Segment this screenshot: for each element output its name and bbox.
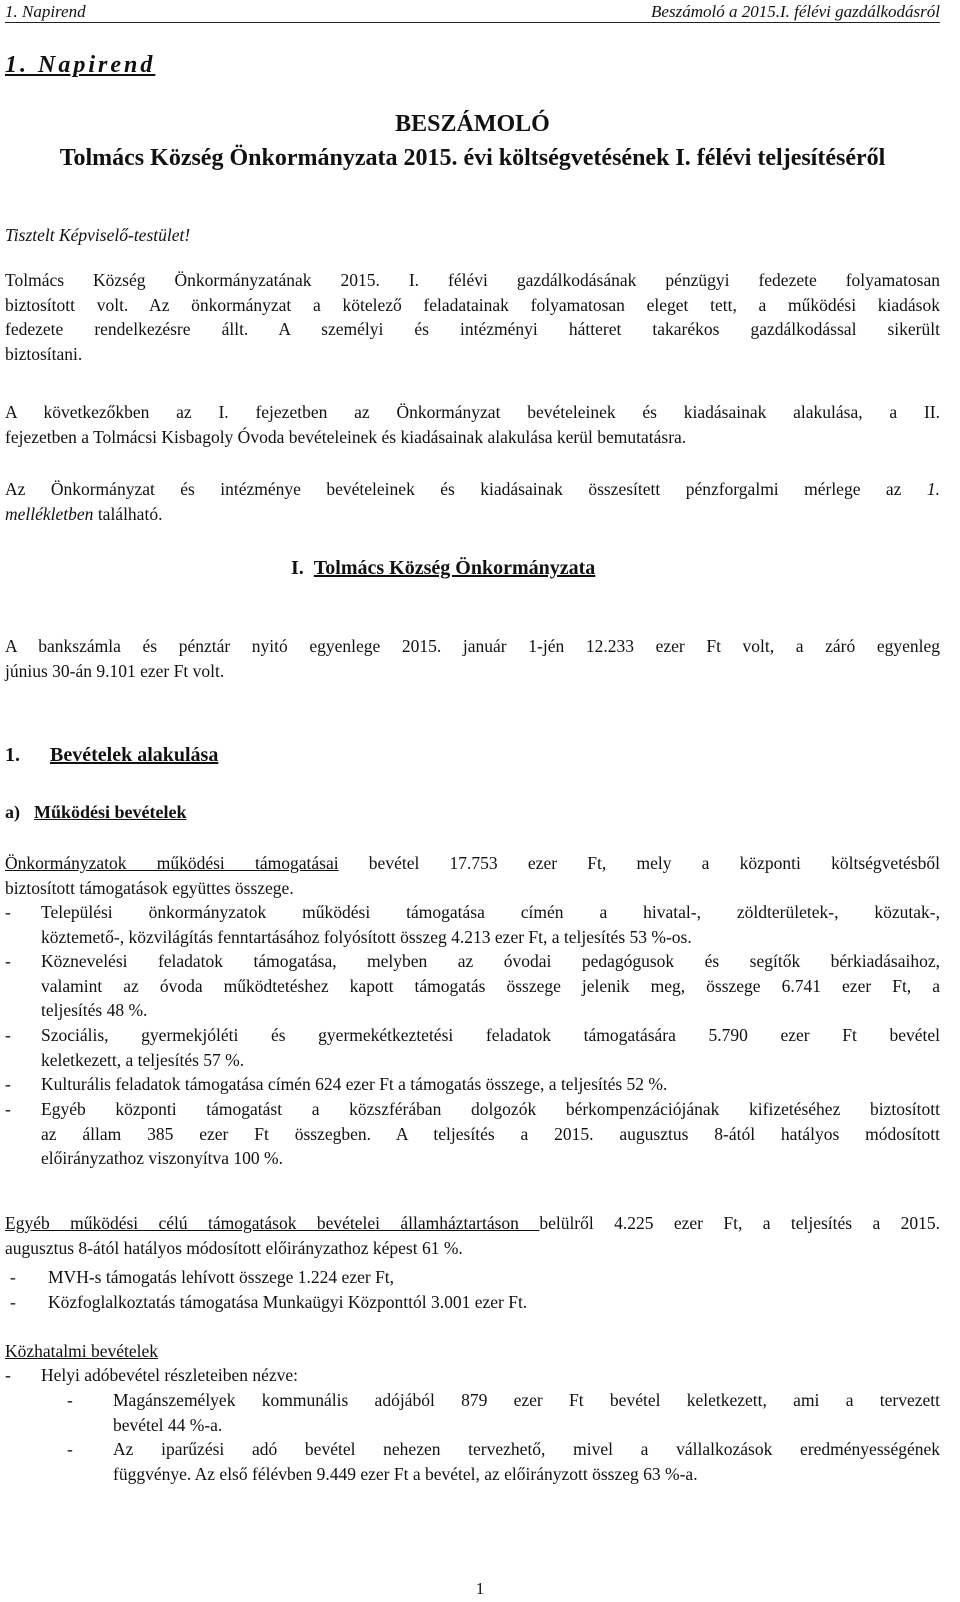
list-item: [5, 1097, 940, 1171]
text-line: MVH-s támogatás lehívott összege 1.224 ezer Ft,: [48, 1267, 395, 1287]
text-line: Szociális, gyermekjóléti és gyermekétkeztetési feladatok támogatására 5.790 ezer Ft bevétel: [41, 1025, 940, 1045]
bullet-dash: -: [5, 1025, 11, 1045]
text-line: [5, 634, 940, 659]
text-line: A következőkben az I. fejezetben az Önkormányzat bevételeinek és kiadásainak alakulása, a II.: [5, 402, 940, 422]
text-line: fejezetben a Tolmácsi Kisbagoly Óvoda bevételeinek és kiadásainak alakulása kerül bemutatásra.: [5, 426, 687, 447]
text-span: Az Önkormányzat és intézménye bevételeinek és kiadásainak összesített pénzforgalmi mérlege az: [5, 479, 902, 499]
text-line: [5, 502, 940, 527]
sub-list-item: [5, 1388, 940, 1437]
text-line: függvénye. Az első félévben 9.449 ezer Ft a bevétel, az előirányzott összeg 63 %-a.: [113, 1463, 698, 1484]
text-line: valamint az óvoda működtetéshez kapott támogatás összege jelenik meg, összege 6.741 ezer Ft, a: [41, 975, 940, 996]
text-line: Egyéb központi támogatást a közszférában dolgozók bérkompenzációjának kifizetéséhez biztosított: [41, 1099, 940, 1119]
text-line: bevétel 44 %-a.: [113, 1414, 223, 1435]
text-span: ezer Ft volt, a záró egyenleg: [655, 636, 941, 656]
bullet-dash: -: [5, 902, 11, 922]
document-subtitle: Tolmács Község Önkormányzata 2015. évi költségvetésének I. félévi teljesítéséről: [59, 145, 886, 171]
public-revenue-heading: Közhatalmi bevételek: [5, 1341, 159, 1361]
text-line: [5, 1211, 940, 1236]
text-line: június 30-án 9.101 ezer Ft volt.: [5, 660, 225, 681]
list-item: [5, 1363, 940, 1388]
italic-ref: mellékletben: [5, 503, 94, 524]
section-number: 1.: [5, 744, 20, 766]
intro-paragraph-3: [5, 477, 940, 526]
page-number: 1: [475, 1579, 485, 1598]
page-header: [5, 0, 940, 23]
text-line: teljesítés 48 %.: [41, 1000, 148, 1020]
text-line: Az iparűzési adó bevétel nehezen tervezhető, mivel a vállalkozások eredményességének: [113, 1439, 940, 1459]
bullet-dash: -: [5, 1099, 11, 1119]
text-line: Helyi adóbevétel részleteiben nézve:: [41, 1365, 299, 1385]
text-line: Magánszemélyek kommunális adójából 879 ezer Ft bevétel keletkezett, ami a tervezett: [113, 1390, 940, 1410]
operating-support-intro: [5, 851, 940, 900]
bullet-dash: -: [67, 1439, 73, 1459]
header-left: 1. Napirend: [5, 2, 86, 21]
text-line: az állam 385 ezer Ft összegben. A teljesítés a 2015. augusztus 8-ától hatályos módosított: [41, 1123, 940, 1144]
text-line: fedezete rendelkezésre állt. A személyi és intézményi hátteret takarékos gazdálkodással sikerült: [5, 319, 940, 339]
intro-paragraph-2: [5, 400, 940, 449]
text-span: található.: [93, 503, 163, 524]
text-line: előirányzathoz viszonyítva 100 %.: [41, 1148, 284, 1168]
section-number: I.: [291, 557, 304, 579]
text-line: köztemető-, közvilágítás fenntartásához folyósított összeg 4.213 ezer Ft, a teljesítés 53 %-os.: [41, 926, 692, 947]
text-line: [5, 851, 940, 876]
bullet-dash: -: [67, 1390, 73, 1410]
header-right: Beszámoló a 2015.I. félévi gazdálkodásról: [651, 2, 940, 21]
bullet-dash: -: [10, 1292, 16, 1312]
italic-ref: 1.: [926, 479, 941, 499]
underlined-term: Önkormányzatok működési támogatásai: [5, 853, 339, 873]
text-line: Köznevelési feladatok támogatása, melyben az óvodai pedagógusok és segítők bérkiadásaihoz,: [41, 951, 940, 971]
bullet-dash: -: [5, 1074, 11, 1094]
section-title: Bevételek alakulása: [50, 744, 219, 766]
section-title: Működési bevételek: [34, 802, 187, 822]
text-line: [5, 477, 940, 502]
text-span: belülről 4.225 ezer Ft, a teljesítés a 2015.: [539, 1213, 940, 1233]
bullet-dash: -: [5, 951, 11, 971]
document-title: BESZÁMOLÓ: [395, 111, 550, 137]
text-span: 12.233: [585, 636, 634, 656]
text-line: keletkezett, a teljesítés 57 %.: [41, 1049, 245, 1070]
text-line: augusztus 8-ától hatályos módosított előirányzathoz képest 61 %.: [5, 1237, 463, 1258]
underlined-term: Egyéb működési célú támogatások bevételei államháztartáson: [5, 1213, 540, 1233]
section-a-heading: [5, 800, 187, 825]
list-item: [5, 949, 940, 1023]
text-span: A bankszámla és pénztár nyitó egyenlege 2015. január 1-jén: [5, 636, 565, 656]
napirend-heading: 1. Napirend: [5, 52, 156, 78]
sub-list-item: [5, 1437, 940, 1486]
list-item: [5, 1290, 940, 1315]
text-line: Kulturális feladatok támogatása címén 624 ezer Ft a támogatás összege, a teljesítés 52 %.: [41, 1074, 668, 1094]
bullet-dash: -: [5, 1365, 11, 1385]
text-line: biztosított volt. Az önkormányzat a kötelező feladatainak folyamatosan eleget tett, a működési kiadások: [5, 294, 940, 315]
list-item: [5, 900, 940, 949]
section-number: a): [5, 802, 20, 822]
text-line: Közfoglalkoztatás támogatása Munkaügyi Központtól 3.001 ezer Ft.: [48, 1292, 528, 1312]
bank-balance-paragraph: [5, 634, 940, 683]
section-1-heading: [5, 743, 218, 768]
text-line: biztosítani.: [5, 343, 83, 364]
text-span: bevétel 17.753 ezer Ft, mely a központi költségvetésből: [338, 853, 940, 873]
list-item: [5, 1072, 940, 1097]
bullet-dash: -: [10, 1267, 16, 1287]
text-line: Települési önkormányzatok működési támogatása címén a hivatal-, zöldterületek-, közutak-,: [41, 902, 940, 922]
section-I-heading: [291, 556, 595, 581]
other-support-paragraph: [5, 1211, 940, 1260]
section-title: Tolmács Község Önkormányzata: [313, 557, 596, 579]
text-line: Tolmács Község Önkormányzatának 2015. I. félévi gazdálkodásának pénzügyi fedezete folyamatosan: [5, 270, 940, 290]
list-item: [5, 1265, 940, 1290]
list-item: [5, 1023, 940, 1072]
greeting: Tisztelt Képviselő-testület!: [5, 225, 191, 245]
text-line: biztosított támogatások együttes összege.: [5, 877, 294, 898]
intro-paragraph-1: [5, 268, 940, 366]
